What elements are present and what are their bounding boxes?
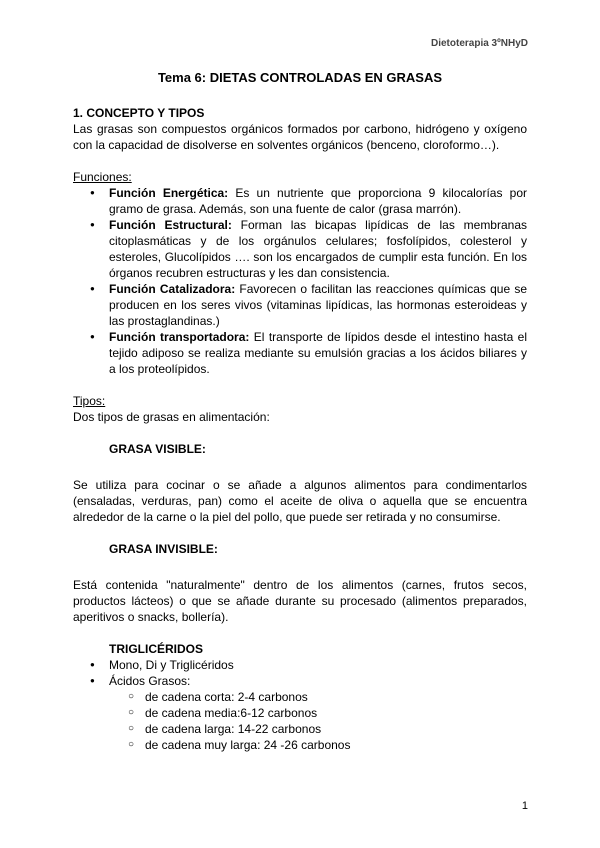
fatty-acids-list — [109, 689, 527, 753]
function-item — [109, 217, 527, 281]
function-name: Función Energética: — [109, 186, 229, 200]
fatty-acid-item: ○ de cadena larga: 14-22 carbonos — [145, 721, 527, 737]
types-label: Tipos: — [73, 394, 106, 408]
page-number: 1 — [521, 800, 528, 812]
function-text: Favorecen o facilitan las reacciones químicas que se producen en los seres vivos (vitaminas lipídicas, las hormonas esteroideas y las prostaglandinas.) — [109, 282, 528, 328]
page-header: Dietoterapia 3ºNHyD — [430, 38, 528, 49]
triglycerides-heading: TRIGLICÉRIDOS — [109, 642, 204, 656]
function-name: Función transportadora: — [109, 330, 250, 344]
visible-fat-text: Se utiliza para cocinar o se añade a algunos alimentos para condimentarlos (ensaladas, verduras, pan) como el aceite de oliva o aquella que se encuentra alrededor de la carne o la piel del pollo, que puede ser retirada y no consumirse. — [73, 478, 527, 524]
function-item — [109, 185, 527, 217]
invisible-fat-text: Está contenida "naturalmente" dentro de los alimentos (carnes, frutos secos, productos lácteos) o que se añade durante su procesado (alimentos preparados, aperitivos o snacks, bollería). — [73, 578, 527, 624]
function-text: El transporte de lípidos desde el intestino hasta el tejido adiposo se realiza mediante su emulsión gracias a los ácidos biliares y a los proteolípidos. — [109, 330, 527, 376]
page-title: Tema 6: DIETAS CONTROLADAS EN GRASAS — [157, 70, 443, 85]
visible-fat-heading: GRASA VISIBLE: — [109, 442, 206, 456]
list-item — [109, 673, 527, 753]
fatty-acid-item: ○ de cadena muy larga: 24 -26 carbonos — [145, 737, 527, 753]
function-item — [109, 281, 527, 329]
list-item-label: Ácidos Grasos: — [109, 674, 191, 688]
fatty-acid-item: ○ de cadena media:6-12 carbonos — [145, 705, 527, 721]
fatty-acid-item: ○ de cadena corta: 2-4 carbonos — [145, 689, 527, 705]
section-heading: 1. CONCEPTO Y TIPOS — [73, 106, 205, 120]
list-item: ● Mono, Di y Triglicéridos — [109, 657, 527, 673]
functions-list — [73, 185, 527, 377]
function-item — [109, 329, 527, 377]
function-text: Forman las bicapas lipídicas de las membranas citoplasmáticas y de los orgánulos celulares; fosfolípidos, colesterol y esteroles, Glucolípidos …. son los encargados de cumplir esta función. En los órganos recubren estructuras y les dan consistencia. — [109, 218, 527, 280]
functions-label: Funciones: — [73, 170, 132, 184]
function-name: Función Estructural: — [109, 218, 232, 232]
intro-paragraph: Las grasas son compuestos orgánicos formados por carbono, hidrógeno y oxígeno con la capacidad de disolverse en solventes orgánicos (benceno, cloroformo…). — [73, 122, 527, 152]
types-intro: Dos tipos de grasas en alimentación: — [73, 410, 270, 424]
document-body — [73, 70, 527, 753]
function-text: Es un nutriente que proporciona 9 kilocalorías por gramo de grasa. Además, son una fuente de calor (grasa marrón). — [109, 186, 527, 216]
triglycerides-list — [73, 657, 527, 753]
invisible-fat-heading: GRASA INVISIBLE: — [109, 542, 218, 556]
function-name: Función Catalizadora: — [109, 282, 236, 296]
